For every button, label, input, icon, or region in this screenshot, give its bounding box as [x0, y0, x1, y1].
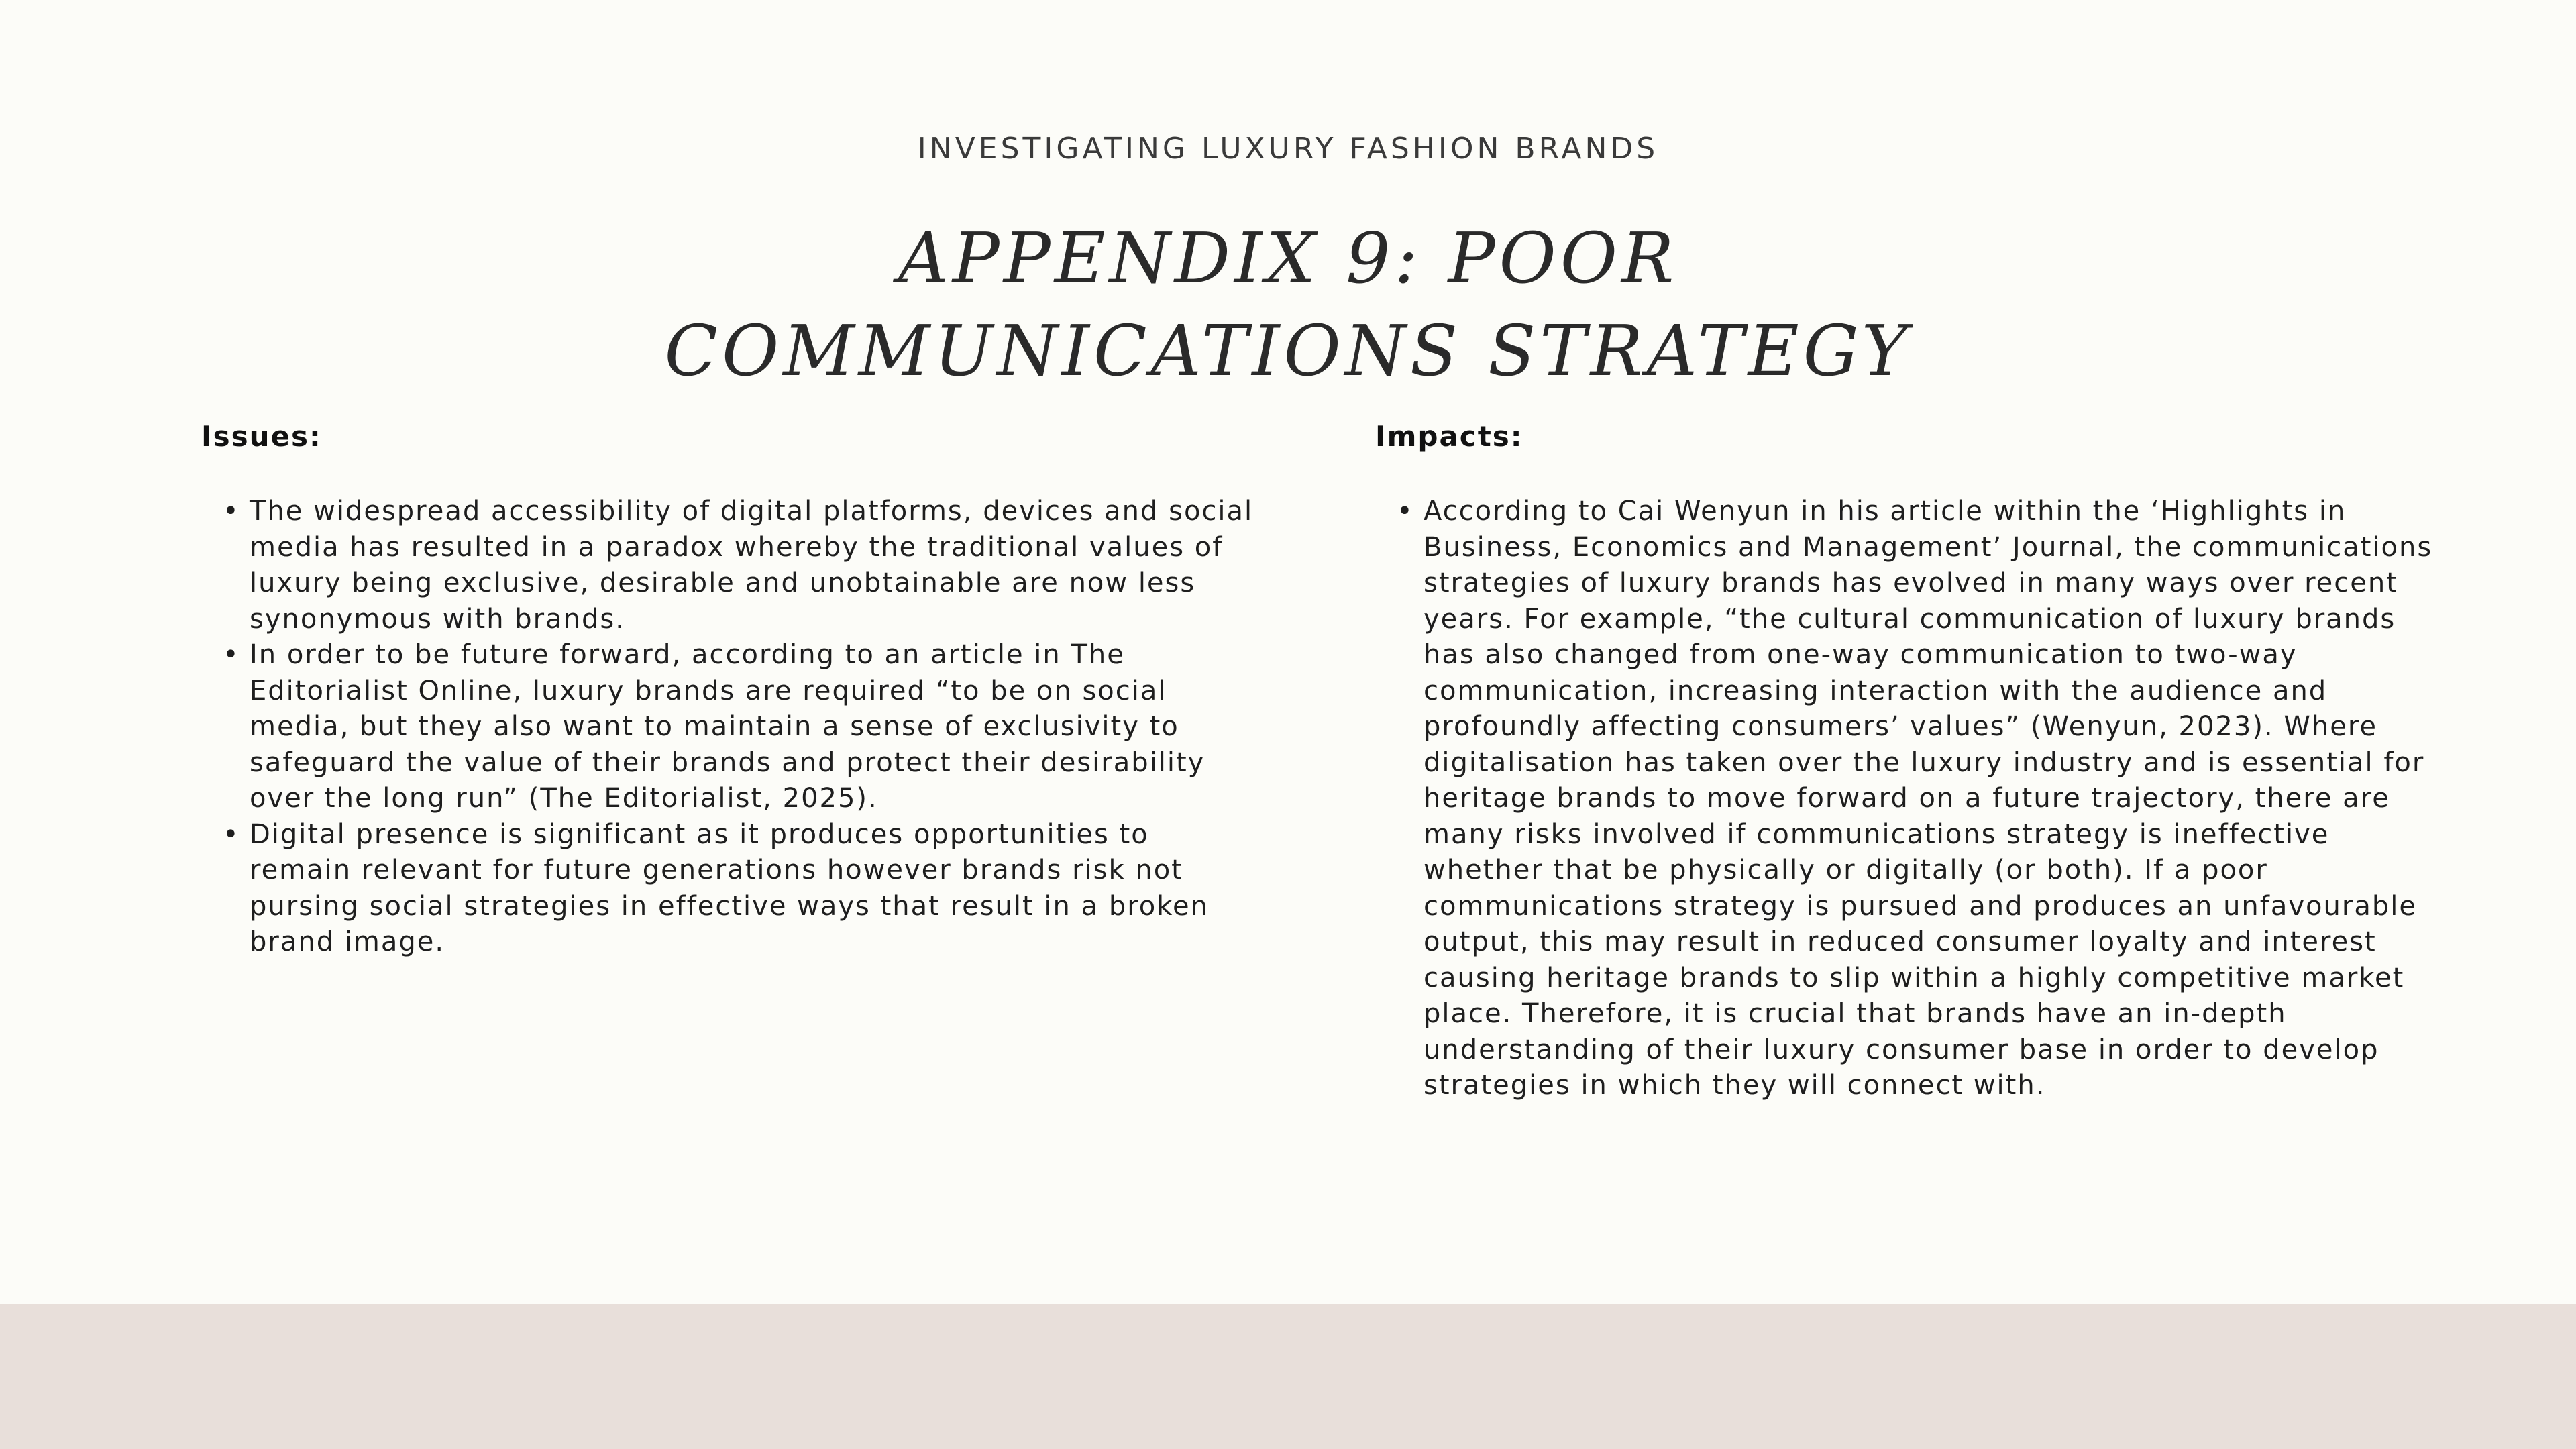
slide-kicker: INVESTIGATING LUXURY FASHION BRANDS — [917, 131, 1659, 166]
bullet-icon: • — [1397, 496, 1414, 527]
bullet-icon: • — [223, 818, 240, 850]
list-item — [201, 494, 1256, 637]
slide-title-line-2: COMMUNICATIONS STRATEGY — [664, 310, 1912, 392]
bullet-icon: • — [223, 639, 240, 670]
issues-heading: Issues: — [201, 420, 322, 453]
footer-band — [0, 1304, 2576, 1449]
slide-title — [0, 212, 2576, 397]
issues-column — [201, 416, 1275, 961]
list-item — [1375, 494, 2443, 1104]
impacts-heading: Impacts: — [1375, 420, 1523, 453]
impact-text: According to Cai Wenyun in his article within the ‘Highlights in Business, Economics and Management’ Journal, the communications strategies of luxury brands has evolved in many ways over recent years. For example, “the cultural communication of luxury brands has also changed from one-way communication to two-way communication, increasing interaction with the audience and profoundly affecting consumers’ values” (Wenyun, 2023). Where digitalisation has taken over the luxury industry and is essential for heritage brands to move forward on a future trajectory, there are many risks involved if communications strategy is ineffective whether that be physically or digitally (or both). If a poor communications strategy is pursued and produces an unfavourable output, this may result in reduced consumer loyalty and interest causing heritage brands to slip within a highly competitive market place. Therefore, it is crucial that brands have an in-depth understanding of their luxury consumer base in order to develop strategies in which they will connect with. — [1424, 496, 2433, 1101]
bullet-icon: • — [223, 496, 240, 527]
slide-title-line-1: APPENDIX 9: POOR — [898, 217, 1678, 299]
list-item — [201, 817, 1256, 961]
issue-text: Digital presence is significant as it produces opportunities to remain relevant for future generations however brands risk not pursing social strategies in effective ways that result in a broken brand image. — [250, 818, 1209, 957]
issue-text: The widespread accessibility of digital platforms, devices and social media has resulted in a paradox whereby the traditional values of luxury being exclusive, desirable and unobtainable are now less synonymous with brands. — [250, 496, 1254, 635]
impacts-column — [1375, 416, 2449, 1104]
list-item — [201, 637, 1256, 817]
issues-list — [201, 494, 1275, 961]
issue-text: In order to be future forward, according to an article in The Editorialist Online, luxury brands are required “to be on social media, but they also want to maintain a sense of exclusivity to safeguard the value of their brands and protect their desirability over the long run” (The Editorialist, 2025). — [250, 639, 1205, 814]
impacts-list — [1375, 494, 2449, 1104]
